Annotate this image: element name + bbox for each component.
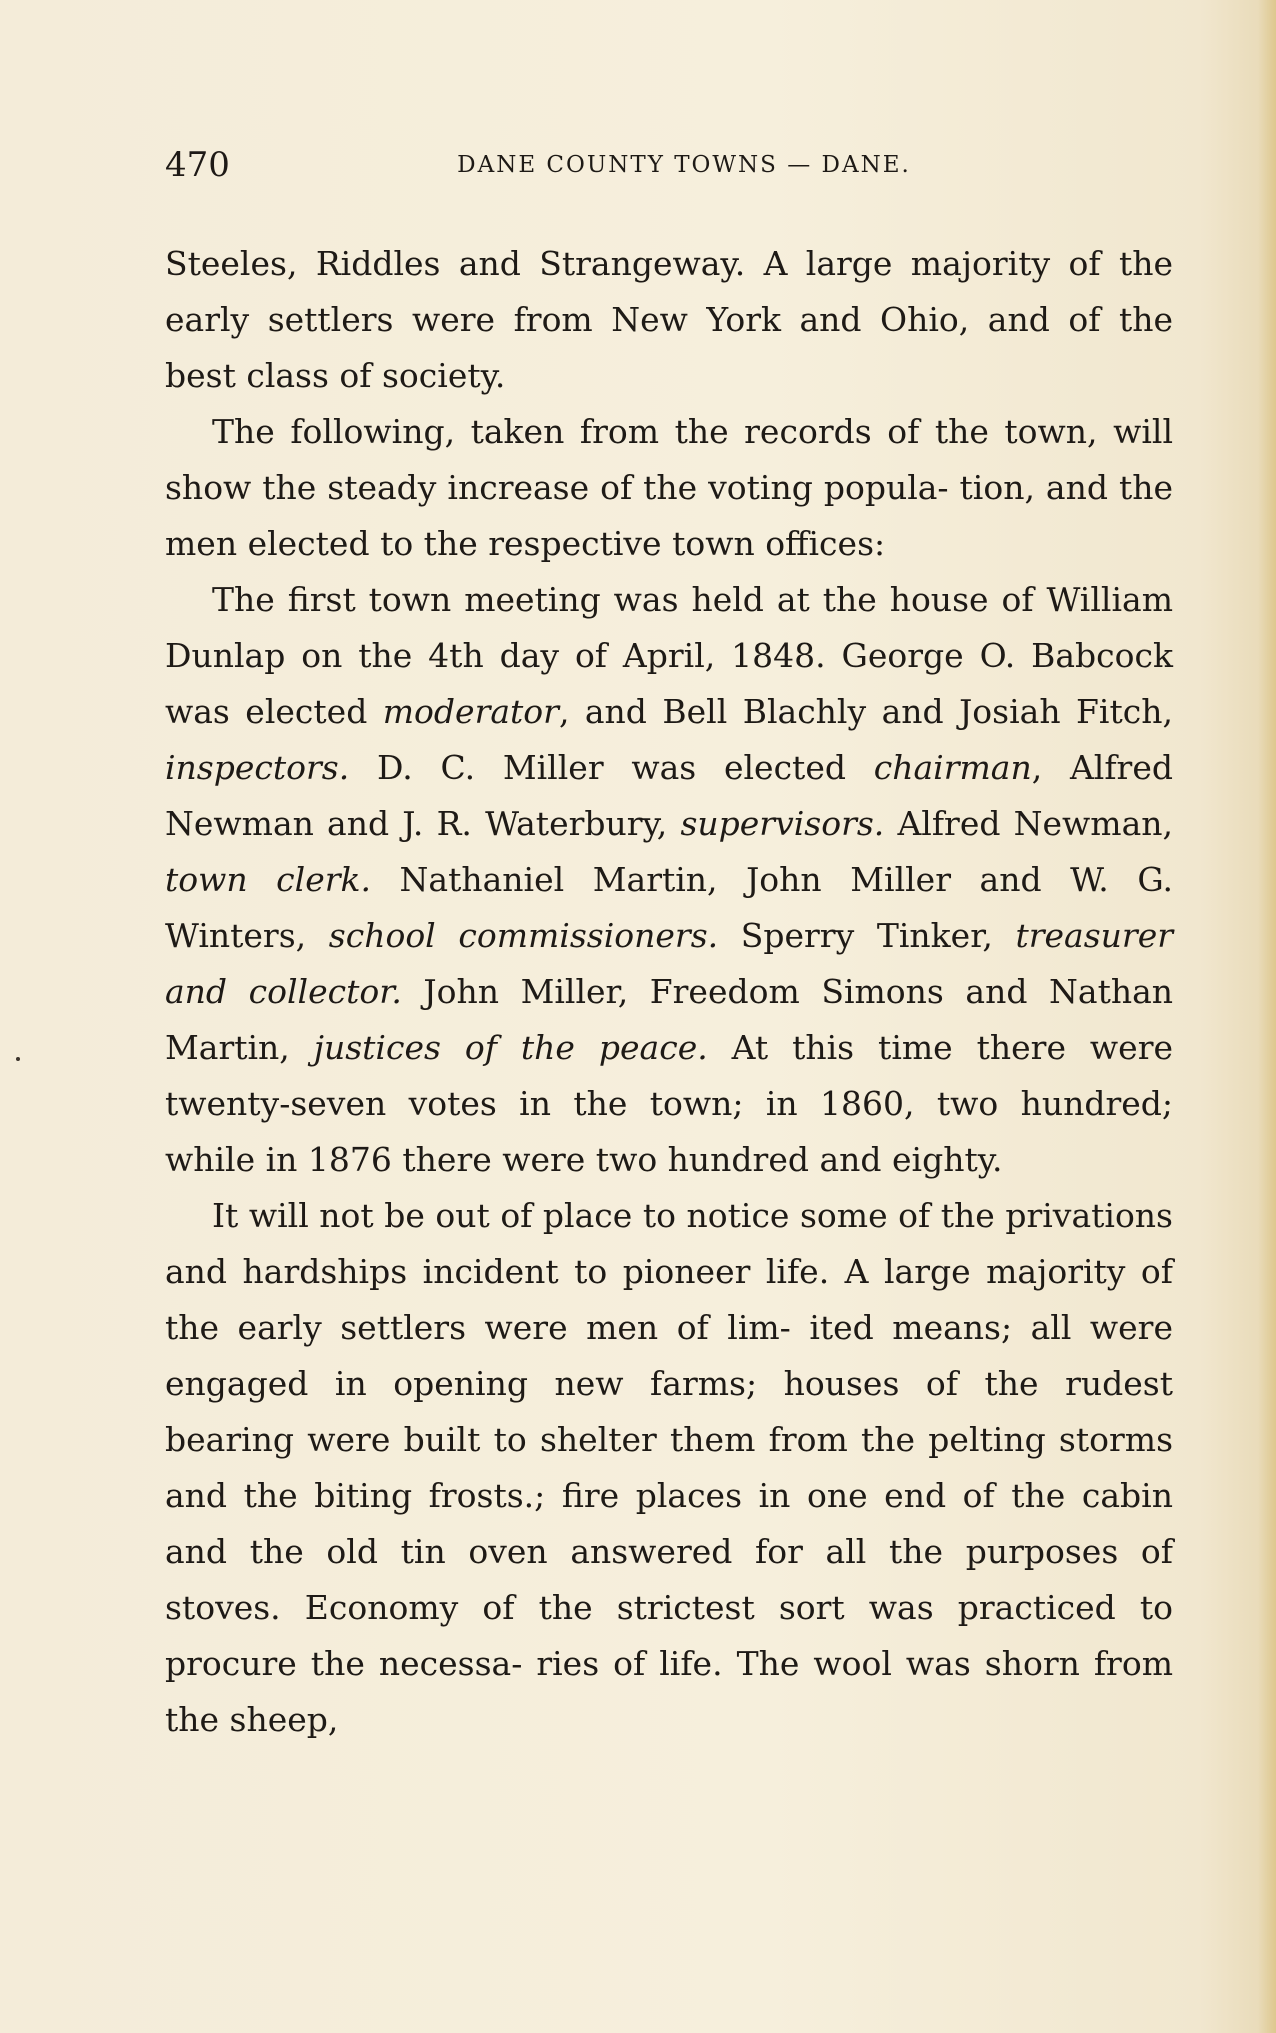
italic-text-run: inspectors. — [165, 748, 350, 787]
paragraph-3 — [165, 572, 1173, 1188]
text-run: Steeles, Riddles and Strangeway. A large majority of the early settlers were from New York and Ohio, and of the best class of society. — [165, 244, 1173, 395]
page-edge-shadow — [1258, 0, 1276, 2033]
italic-text-run: chairman — [873, 748, 1032, 787]
italic-text-run: town clerk. — [165, 860, 372, 899]
italic-text-run: justices of the peace. — [313, 1028, 708, 1067]
text-run: The first town meeting was held at the house of William Dunlap on the 4th day of April, 1848. George O. Babcock was elected — [165, 580, 1173, 731]
text-run: Sperry Tinker, — [718, 916, 1016, 955]
text-run: It will not be out of place to notice some of the privations and hardships incident to pioneer life. A large majority of the early settlers were men of lim- ited means; all were engaged in opening new farms; houses of the rudest bearing were built to shelter them from the pelting storms and the biting frosts.; fire places in one end of the cabin and the old tin oven answered for all the purposes of stoves. Economy of the strictest sort was practiced to procure the necessa- ries of life. The wool was shorn from the sheep, — [165, 1196, 1173, 1739]
page-header — [165, 140, 1173, 190]
text-run: Nathaniel Martin, John Miller and W. G. Winters, — [165, 860, 1173, 955]
ink-speck — [16, 1057, 20, 1061]
paragraph-1 — [165, 236, 1173, 404]
text-run: Alfred Newman, — [884, 804, 1174, 843]
paragraph-4 — [165, 1188, 1173, 1748]
paragraph-2 — [165, 404, 1173, 572]
body-text — [165, 236, 1173, 1748]
text-run: At this time there were twenty-seven votes in the town; in 1860, two hundred; while in 1876 there were two hundred and eighty. — [165, 1028, 1174, 1179]
running-title: DANE COUNTY TOWNS — DANE. — [457, 152, 911, 178]
italic-text-run: school commissioners. — [328, 916, 719, 955]
text-run: The following, taken from the records of the town, will show the steady increase of the voting popula- tion, and the men elected to the respective town offices: — [165, 412, 1173, 563]
italic-text-run: treasurer and collector. — [165, 916, 1173, 1011]
italic-text-run: moderator — [382, 692, 559, 731]
text-run: John Miller, Freedom Simons and Nathan Martin, — [165, 972, 1174, 1067]
page-number: 470 — [165, 145, 230, 185]
text-run: , Alfred Newman and J. R. Waterbury, — [165, 748, 1173, 843]
text-run: , and Bell Blachly and Josiah Fitch, — [558, 692, 1173, 731]
text-run: D. C. Miller was elected — [349, 748, 874, 787]
italic-text-run: supervisors. — [680, 804, 885, 843]
